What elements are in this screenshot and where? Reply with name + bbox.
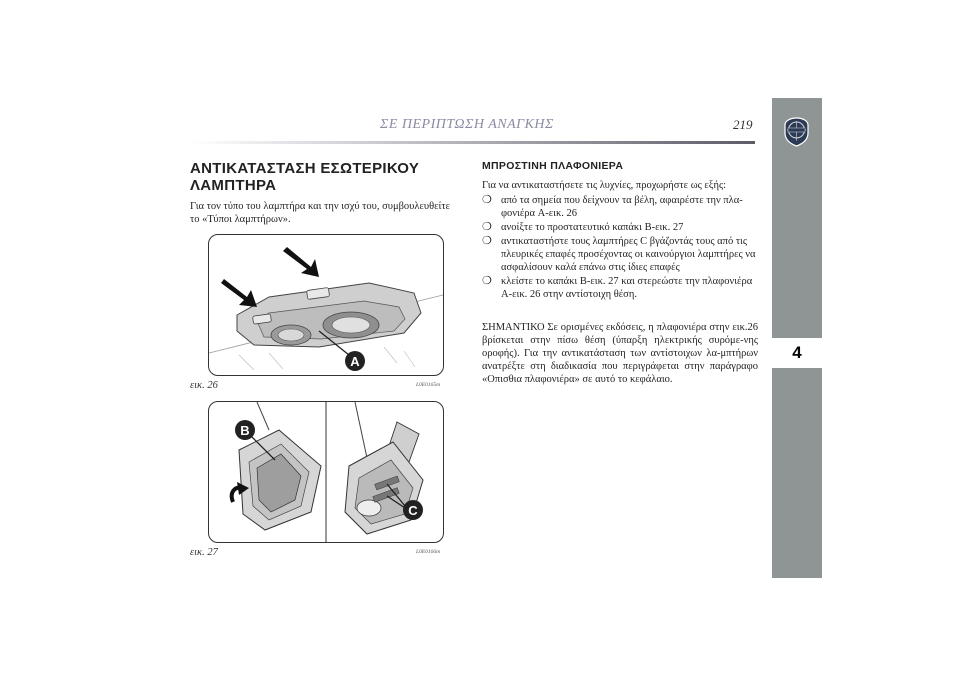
- step-text: ανοίξτε το προστατευτικό καπάκι B-εικ. 27: [501, 222, 684, 233]
- callout-a: A: [350, 354, 360, 369]
- page-number: 219: [733, 117, 753, 132]
- section-heading: ΑΝΤΙΚΑΤΑΣΤΑΣΗ ΕΣΩΤΕΡΙΚΟΥ ΛΑΜΠΤΗΡΑ: [190, 160, 420, 194]
- figure-27-illustration: [208, 401, 444, 543]
- lamp-cover-drawing: [209, 402, 443, 542]
- ceiling-lamp-drawing: [209, 235, 443, 375]
- intro-paragraph: Για τον τύπο του λαμπτήρα και την ισχύ του, συμβουλευθείτε το «Τύποι λαμπτήρων».: [190, 201, 450, 225]
- instructions-column: [482, 160, 758, 388]
- running-header: ΣΕ ΠΕΡΙΠΤΩΣΗ ΑΝΑΓΚΗΣ: [380, 117, 554, 132]
- bullet-circle-icon: ❍: [482, 194, 492, 206]
- callout-c: C: [408, 503, 418, 518]
- lancia-shield-icon: [783, 117, 810, 147]
- step-text: κλείστε το καπάκι B-εικ. 27 και στερεώστε την πλαφονιέρα A-εικ. 26 στην αντίστοιχη θέση.: [501, 276, 753, 300]
- figure-27-caption: εικ. 27: [190, 547, 218, 558]
- important-note: ΣΗΜΑΝΤΙΚΟ Σε ορισμένες εκδόσεις, η πλαφονιέρα στην εικ.26 βρίσκεται στην πίσω θέση (ύπαρξη ηλεκτρικής συρόμε-νης οροφής). Για την αντικατάσταση των αντίστοιχων λα-μπτήρων ανατρέξτε στη διαδικασία που περιγράφεται στην παράγραφο «Οπισθια πλαφονιέρα» σε αυτό το κεφάλαιο.: [482, 322, 758, 385]
- list-item: [482, 235, 758, 274]
- subheading-front-lamp: ΜΠΡΟΣΤΙΝΗ ΠΛΑΦΟΝΙΕΡΑ: [482, 160, 624, 172]
- figure-26-illustration: [208, 234, 444, 376]
- header-rule: [190, 141, 755, 144]
- callout-b: B: [240, 423, 250, 438]
- bullet-circle-icon: ❍: [482, 235, 492, 247]
- step-text: αντικαταστήστε τους λαμπτήρες C βγάζοντάς τους από τις πλευρικές επαφές προσέχοντας οι καινούργιοι λαμπτήρες να ασφαλίσουν καλά επάνω στις ίδιες επαφές: [501, 236, 756, 273]
- bullet-circle-icon: ❍: [482, 221, 492, 233]
- steps-list: [482, 194, 758, 301]
- list-item: [482, 275, 758, 301]
- figure-26-code: L0E0165m: [416, 382, 441, 388]
- bullet-circle-icon: ❍: [482, 275, 492, 287]
- chapter-tab[interactable]: 4: [772, 338, 822, 368]
- step-text: από τα σημεία που δείχνουν τα βέλη, αφαιρέστε την πλα-φονιέρα A-εικ. 26: [501, 195, 743, 219]
- figure-27-code: L0E0166m: [416, 549, 441, 555]
- list-item: [482, 221, 758, 234]
- list-item: [482, 194, 758, 220]
- lead-paragraph: Για να αντικαταστήσετε τις λυχνίες, προχωρήστε ως εξής:: [482, 180, 727, 191]
- figure-26-caption: εικ. 26: [190, 380, 218, 391]
